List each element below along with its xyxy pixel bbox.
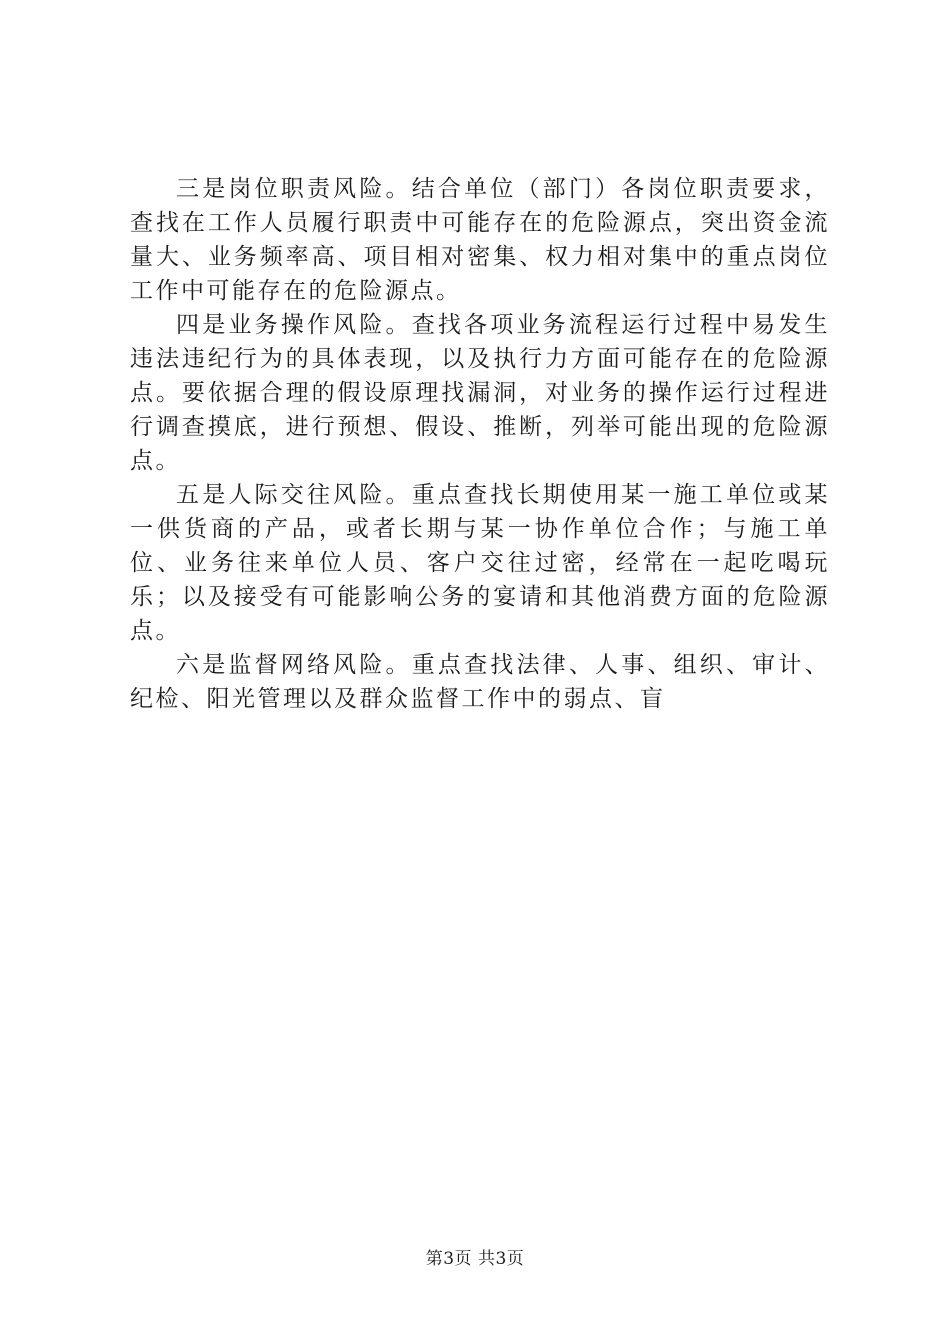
paragraph-interpersonal-risk: 五是人际交往风险。重点查找长期使用某一施工单位或某一供货商的产品，或者长期与某一协作单位合作；与施工单位、业务往来单位人员、客户交往过密，经常在一起吃喝玩乐；以及接受有可能影响公务的宴请和其他消费方面的危险源点。 <box>130 482 830 644</box>
paragraph-post-duty-risk: 三是岗位职责风险。结合单位（部门）各岗位职责要求，查找在工作人员履行职责中可能存在的危险源点，突出资金流量大、业务频率高、项目相对密集、权力相对集中的重点岗位工作中可能存在的危险源点。 <box>130 176 830 304</box>
paragraph-business-operation-risk: 四是业务操作风险。查找各项业务流程运行过程中易发生违法违纪行为的具体表现，以及执行力方面可能存在的危险源点。要依据合理的假设原理找漏洞，对业务的操作运行过程进行调查摸底，进行预想、假设、推断，列举可能出现的危险源点。 <box>130 312 830 474</box>
page-number-footer: 第3页 共3页 <box>425 1249 525 1269</box>
paragraph-supervision-network-risk: 六是监督网络风险。重点查找法律、人事、组织、审计、纪检、阳光管理以及群众监督工作中的弱点、盲 <box>130 652 830 712</box>
document-body <box>130 172 830 716</box>
